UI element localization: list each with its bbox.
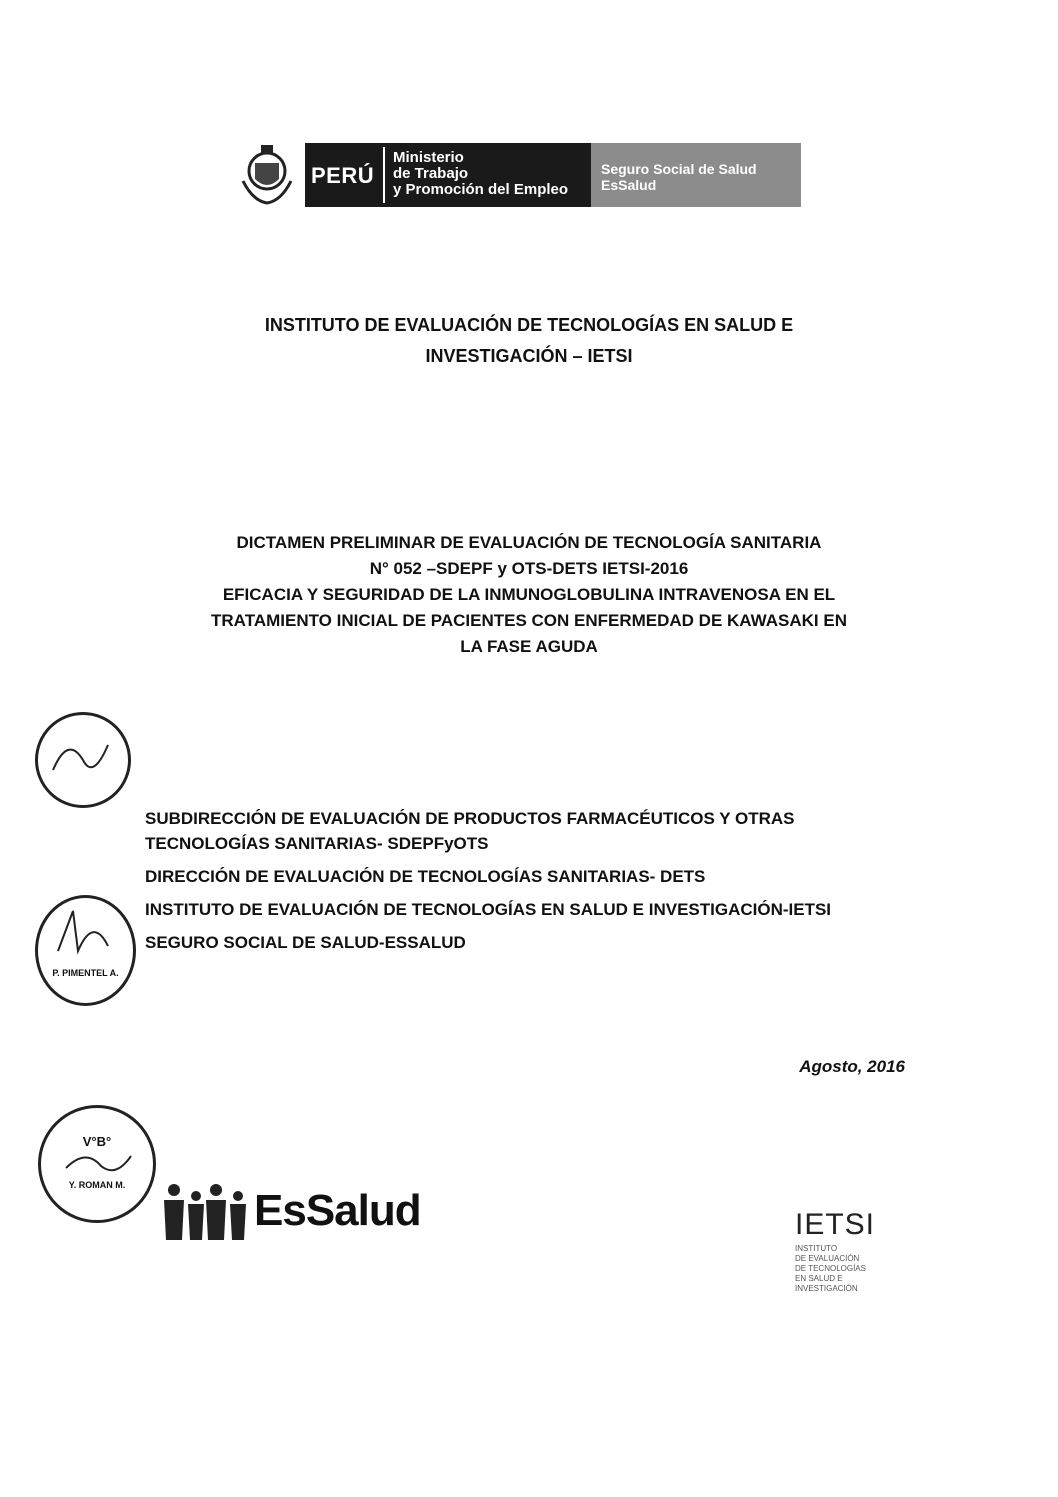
ministry-name [393, 150, 568, 198]
peru-coat-of-arms-icon [233, 141, 301, 209]
banner-divider [383, 147, 385, 203]
seguro-line: Seguro Social de Salud [601, 161, 757, 177]
ietsi-subtitle-line: DE EVALUACIÓN [795, 1254, 860, 1263]
stamp-name: P. PIMENTEL A. [52, 968, 119, 978]
peru-label-box [305, 143, 615, 207]
signature-icon [48, 730, 118, 790]
institute-title-line-2: INVESTIGACIÓN – IETSI [425, 346, 633, 366]
ministry-line: de Trabajo [393, 165, 469, 182]
organization-item: SUBDIRECCIÓN DE EVALUACIÓN DE PRODUCTOS FARMACÉUTICOS Y OTRAS TECNOLOGÍAS SANITARIAS- SDEPFyOTS [145, 809, 795, 853]
organization-item: DIRECCIÓN DE EVALUACIÓN DE TECNOLOGÍAS SANITARIAS- DETS [145, 867, 706, 886]
dictamen-line: LA FASE AGUDA [460, 637, 598, 656]
organization-item: INSTITUTO DE EVALUACIÓN DE TECNOLOGÍAS EN SALUD E INVESTIGACIÓN-IETSI [145, 900, 832, 919]
dictamen-line: N° 052 –SDEPF y OTS-DETS IETSI-2016 [369, 559, 689, 578]
institute-title-line-1: INSTITUTO DE EVALUACIÓN DE TECNOLOGÍAS EN SALUD E [264, 315, 794, 335]
document-date: Agosto, 2016 [799, 1057, 905, 1076]
approval-stamp-1 [35, 712, 131, 808]
essalud-wordmark: EsSalud [254, 1186, 421, 1235]
government-banner [233, 141, 801, 209]
ietsi-subtitle-line: EN SALUD E [795, 1274, 843, 1283]
signature-icon [48, 906, 123, 961]
organizations-list [145, 806, 915, 963]
ietsi-subtitle [795, 1244, 905, 1294]
ministry-line: y Promoción del Empleo [393, 181, 569, 198]
stamp-vb: V°B° [82, 1134, 112, 1149]
dictamen-title-block [0, 531, 1058, 661]
ministry-line: Ministerio [393, 149, 464, 166]
approval-stamp-2 [35, 895, 136, 1006]
signature-icon [61, 1148, 136, 1178]
peru-label: PERÚ [311, 163, 375, 188]
approval-stamp-3 [38, 1105, 156, 1223]
organization-item: SEGURO SOCIAL DE SALUD-ESSALUD [145, 933, 466, 952]
dictamen-line: DICTAMEN PRELIMINAR DE EVALUACIÓN DE TECNOLOGÍA SANITARIA [236, 533, 822, 552]
ietsi-subtitle-line: INVESTIGACIÓN [795, 1284, 858, 1293]
family-figures-icon [160, 1182, 252, 1242]
ietsi-wordmark: IETSI [795, 1208, 876, 1241]
seguro-social-name [601, 161, 757, 193]
dictamen-line: EFICACIA Y SEGURIDAD DE LA INMUNOGLOBULINA INTRAVENOSA EN EL [222, 585, 836, 604]
dictamen-line: TRATAMIENTO INICIAL DE PACIENTES CON ENFERMEDAD DE KAWASAKI EN [211, 611, 847, 630]
ietsi-subtitle-line: DE TECNOLOGÍAS [795, 1264, 866, 1273]
ietsi-subtitle-line: INSTITUTO [795, 1244, 838, 1253]
stamp-name: Y. ROMAN M. [68, 1180, 126, 1190]
seguro-line: EsSalud [601, 177, 657, 193]
seguro-social-box [591, 143, 801, 207]
